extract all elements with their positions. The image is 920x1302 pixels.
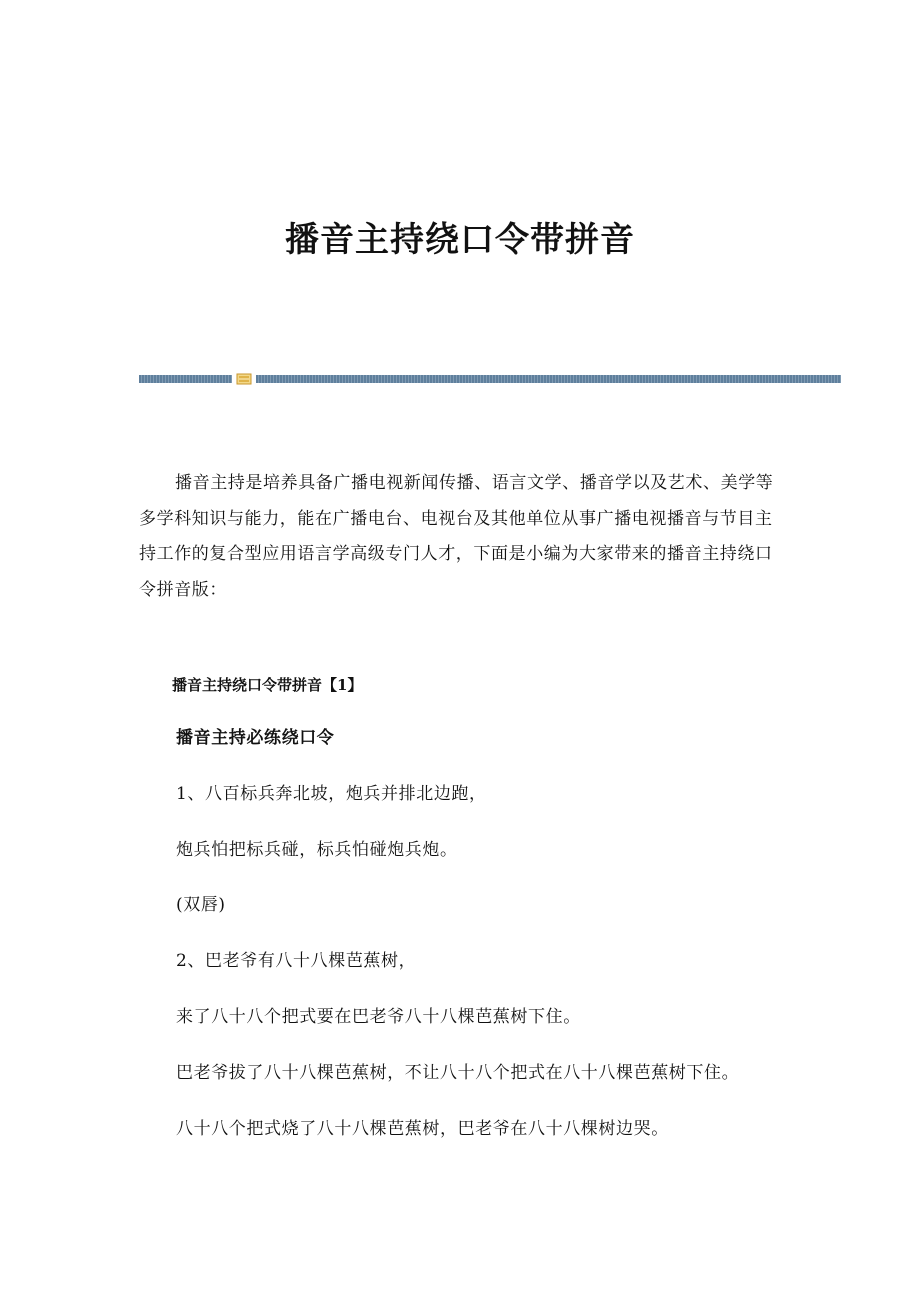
title-divider <box>139 375 841 383</box>
divider-bar-right <box>256 375 841 383</box>
intro-paragraph: 播音主持是培养具备广播电视新闻传播、语言文学、播音学以及艺术、美学等多学科知识与能力，能在广播电台、电视台及其他单位从事广播电视播音与节目主持工作的复合型应用语言学高级专门人才，下面是小编为大家带来的播音主持绕口令拼音版： <box>139 473 774 600</box>
tongue-twister-line: 来了八十八个把式要在巴老爷八十八棵芭蕉树下住。 <box>176 1007 581 1027</box>
tongue-twister-line: 巴老爷拔了八十八棵芭蕉树，不让八十八个把式在八十八棵芭蕉树下住。 <box>176 1063 740 1083</box>
subheading: 播音主持必练绕口令 <box>176 728 335 748</box>
divider-ornament-icon <box>236 373 252 385</box>
tongue-twister-line: 八十八个把式烧了八十八棵芭蕉树，巴老爷在八十八棵树边哭。 <box>176 1119 669 1139</box>
section-heading: 播音主持绕口令带拼音【1】 <box>172 676 363 694</box>
tongue-twister-line: 炮兵怕把标兵碰，标兵怕碰炮兵炮。 <box>176 840 458 860</box>
tongue-twister-line: (双唇) <box>176 895 226 915</box>
tongue-twister-line: 2、巴老爷有八十八棵芭蕉树， <box>176 951 417 971</box>
divider-bar-left <box>139 375 232 383</box>
tongue-twister-line: 1、八百标兵奔北坡，炮兵并排北边跑， <box>176 784 487 804</box>
page-title: 播音主持绕口令带拼音 <box>285 220 635 260</box>
